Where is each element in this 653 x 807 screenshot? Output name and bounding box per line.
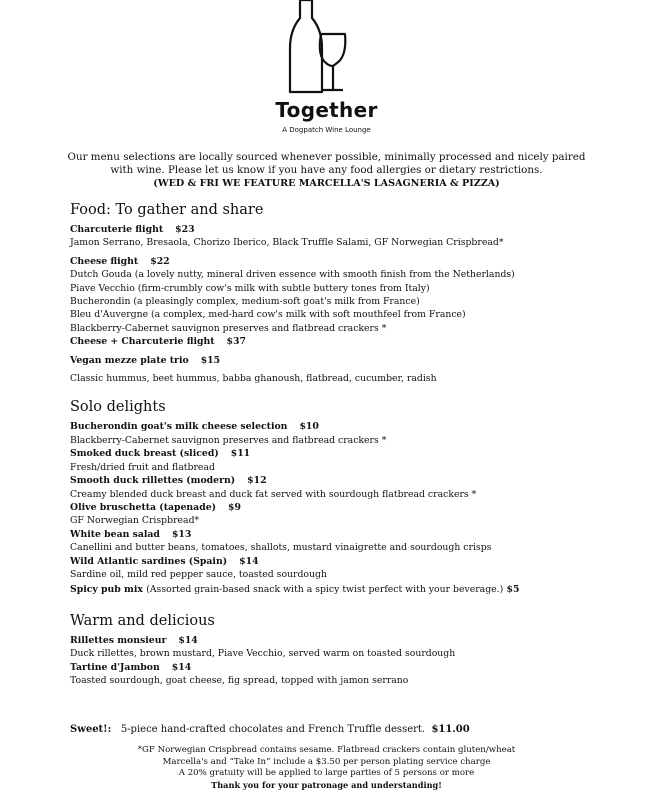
menu-section: [70, 612, 645, 688]
item-description: Jamon Serrano, Bresaola, Chorizo Iberico, Black Truffle Salami, GF Norwegian Crispbread*: [70, 237, 504, 249]
menu-item: [70, 474, 645, 501]
menu-content: [70, 201, 645, 687]
brand-subtitle: A Dogpatch Wine Lounge: [282, 126, 371, 134]
item-description: Bucherondin (a pleasingly complex, medium-soft goat's milk from France): [70, 296, 420, 308]
item-description: Classic hummus, beet hummus, babba ghanoush, flatbread, cucumber, radish: [70, 373, 437, 385]
logo: [0, 0, 653, 96]
footer-thanks: Thank you for your patronage and understanding!: [211, 779, 442, 790]
item-price: $23: [175, 224, 195, 235]
item-name: Olive bruschetta (tapenade): [70, 501, 217, 513]
item-name: Bucherondin goat's milk cheese selection: [70, 421, 288, 433]
item-description: Toasted sourdough, goat cheese, fig spread, topped with jamon serrano: [70, 674, 409, 686]
item-header: [70, 555, 645, 568]
item-description: Blackberry-Cabernet sauvignon preserves and flatbread crackers *: [70, 322, 387, 334]
item-header: [70, 354, 645, 367]
item-price: $15: [200, 354, 221, 366]
item-price: $5: [506, 584, 520, 596]
intro-text: Our menu selections are locally sourced whenever possible, minimally processed and nicely paired with wine. Please let us know if you have any food allergies or dietary restrictions.: [67, 151, 586, 176]
menu-section: [70, 201, 645, 385]
menu-item: [70, 661, 645, 688]
item-name: Charcuterie flight: [70, 224, 164, 235]
menu-item: [70, 335, 645, 348]
item-description: (Assorted grain-based snack with a spicy twist perfect with your beverage.): [146, 584, 504, 596]
item-header: [70, 420, 645, 433]
item-header: [70, 528, 645, 541]
menu-item: [70, 501, 645, 528]
intro: [60, 151, 593, 190]
sweet-line: [70, 724, 470, 735]
item-description: Blackberry-Cabernet sauvignon preserves and flatbread crackers *: [70, 434, 387, 446]
sweet-desc: 5-piece hand-crafted chocolates and French Truffle dessert.: [120, 724, 426, 735]
item-name: Tartine d'Jambon: [70, 661, 160, 673]
menu-item: [70, 223, 645, 250]
section-title: Solo delights: [70, 399, 166, 416]
menu-item: [70, 447, 645, 474]
menu-item: [70, 555, 645, 582]
item-price: $12: [247, 475, 267, 487]
item-price: $14: [239, 555, 259, 567]
item-header: [70, 223, 645, 236]
item-header: [70, 255, 645, 268]
item-header: [70, 661, 645, 674]
item-name: Smooth duck rillettes (modern): [70, 475, 236, 487]
item-name: Cheese + Charcuterie flight: [70, 336, 215, 348]
sweet-label: Sweet!:: [70, 724, 112, 735]
footer-line: A 20% gratuity will be applied to large parties of 5 persons or more: [178, 768, 475, 779]
item-price: $14: [178, 634, 198, 646]
item-description: Duck rillettes, brown mustard, Piave Vecchio, served warm on toasted sourdough: [70, 648, 456, 660]
sweet-price: $11.00: [431, 724, 470, 735]
item-name: Smoked duck breast (sliced): [70, 448, 219, 460]
brand-name: Together: [275, 98, 378, 122]
footer-line: Marcella's and “Take In” include a $3.50 per person plating service charge: [162, 756, 491, 767]
item-price: $14: [171, 661, 192, 673]
item-price: $10: [299, 421, 319, 433]
menu-item: [70, 255, 645, 335]
item-description: Piave Vecchio (firm-crumbly cow's milk with subtle buttery tones from Italy): [70, 282, 430, 294]
item-header: [70, 447, 645, 460]
item-description: Fresh/dried fruit and flatbread: [70, 461, 215, 473]
menu-item: [70, 528, 645, 555]
item-name: Spicy pub mix: [70, 584, 143, 596]
intro-feature: (WED & FRI WE FEATURE MARCELLA'S LASAGNERIA & PIZZA): [153, 178, 500, 189]
item-header: [70, 634, 645, 647]
menu-item-spicy: [70, 583, 645, 596]
item-price: $11: [230, 448, 251, 460]
item-description: Creamy blended duck breast and duck fat served with sourdough flatbread crackers *: [70, 488, 477, 500]
menu-item: [70, 420, 645, 447]
item-description: Dutch Gouda (a lovely nutty, mineral driven essence with smooth finish from the Netherlands): [70, 269, 515, 281]
item-header: [70, 335, 645, 348]
item-name: Rillettes monsieur: [70, 634, 167, 646]
item-name: White bean salad: [70, 528, 160, 540]
item-price: $22: [150, 255, 170, 267]
item-description: Bleu d'Auvergne (a complex, med-hard cow's milk with soft mouthfeel from France): [70, 309, 466, 321]
item-price: $37: [226, 336, 246, 348]
item-price: $13: [171, 528, 192, 540]
menu-item: [70, 634, 645, 661]
item-name: Cheese flight: [70, 255, 139, 267]
item-description: GF Norwegian Crispbread*: [70, 515, 200, 527]
footer-line: *GF Norwegian Crispbread contains sesame. Flatbread crackers contain gluten/wheat: [137, 745, 516, 755]
item-description: Canellini and butter beans, tomatoes, shallots, mustard vinaigrette and sourdough crisps: [70, 542, 492, 554]
section-title: Food: To gather and share: [70, 202, 264, 218]
section-title: Warm and delicious: [70, 612, 215, 629]
item-name: Wild Atlantic sardines (Spain): [70, 555, 228, 567]
wine-bottle-glass-icon: [0, 0, 653, 96]
item-name: Vegan mezze plate trio: [70, 354, 189, 366]
footer: [90, 745, 563, 791]
item-header: [70, 501, 645, 514]
menu-item: [70, 354, 645, 386]
menu-section: [70, 398, 645, 596]
item-description: Sardine oil, mild red pepper sauce, toasted sourdough: [70, 568, 327, 580]
item-header: [70, 474, 645, 487]
item-price: $9: [228, 501, 241, 513]
